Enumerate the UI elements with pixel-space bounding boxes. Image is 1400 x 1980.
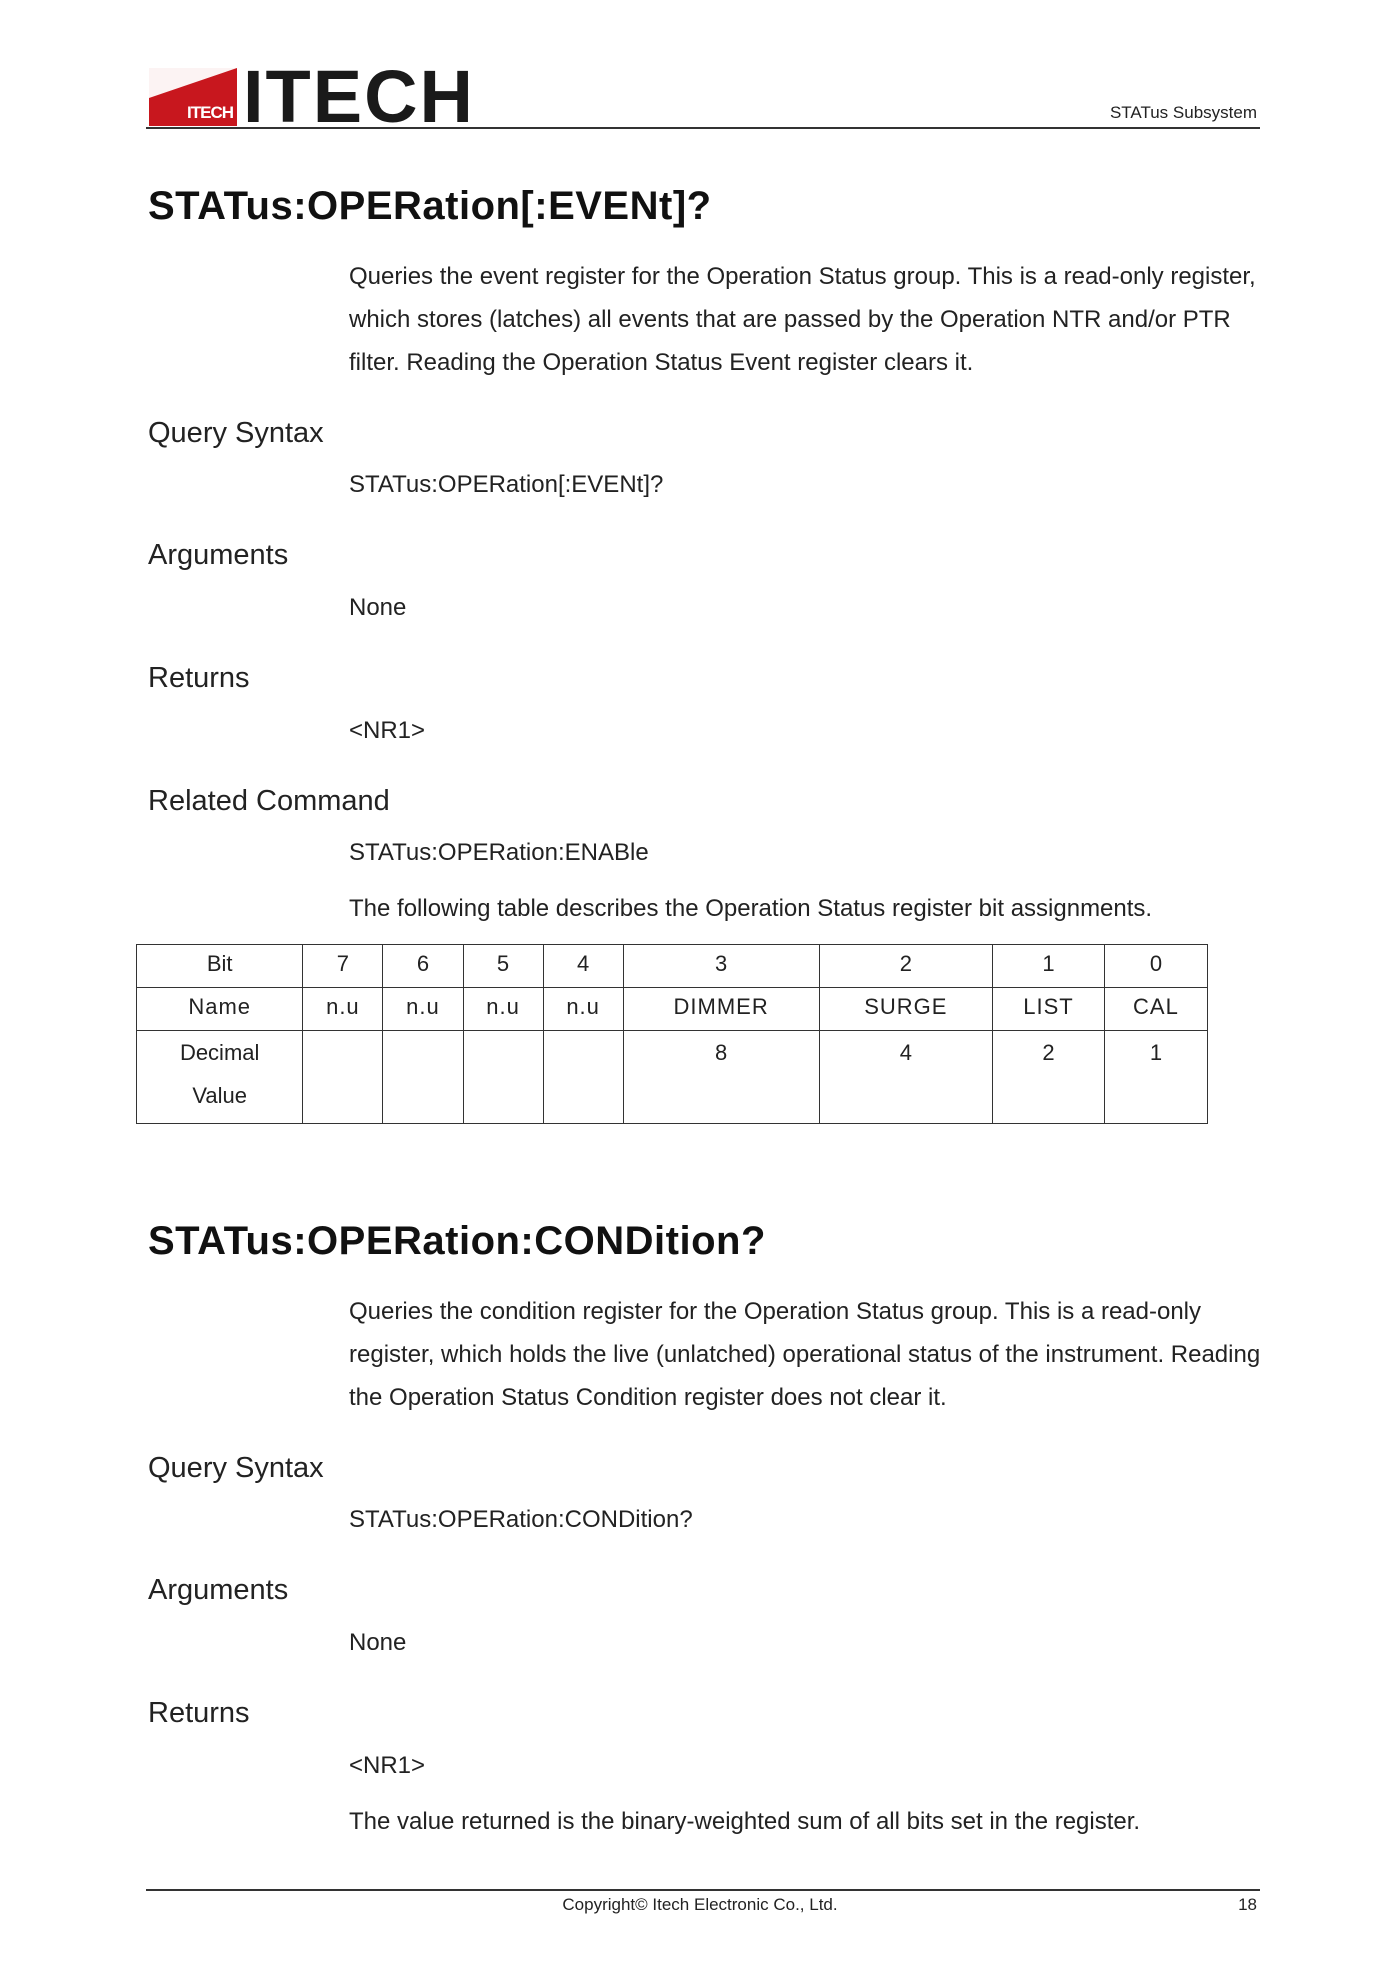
logo-small-text: ITECH	[187, 103, 233, 122]
cmd2-query-syntax-heading: Query Syntax	[148, 1452, 324, 1484]
cmd2-arguments: None	[349, 1629, 407, 1656]
table-cell: Name	[137, 988, 303, 1031]
decimal-label-line1: Decimal	[179, 1040, 260, 1065]
cmd2-arguments-heading: Arguments	[148, 1574, 289, 1606]
table-cell: Bit	[137, 945, 303, 988]
company-logo	[149, 55, 475, 138]
table-row-decimal	[137, 1031, 1208, 1124]
table-cell: n.u	[303, 988, 383, 1031]
table-cell: n.u	[463, 988, 543, 1031]
table-cell: 0	[1104, 945, 1207, 988]
table-cell: 1	[1104, 1031, 1207, 1124]
cmd1-query-syntax: STATus:OPERation[:EVENt]?	[349, 471, 664, 498]
cmd1-related-command: STATus:OPERation:ENABle	[349, 839, 649, 866]
table-cell: LIST	[993, 988, 1105, 1031]
table-cell: CAL	[1104, 988, 1207, 1031]
cmd1-arguments-heading: Arguments	[148, 539, 289, 571]
cmd1-table-intro: The following table describes the Operation Status register bit assignments.	[349, 895, 1153, 922]
table-cell: 3	[623, 945, 819, 988]
table-cell	[303, 1031, 383, 1124]
cmd1-arguments: None	[349, 594, 407, 621]
cmd1-description: Queries the event register for the Operation Status group. This is a read-only register, which stores (latches) all events that are passed by the Operation NTR and/or PTR filter. Reading the Operation Status Event register clears it.	[349, 263, 1256, 376]
logo-text: ITECH	[243, 55, 475, 138]
table-cell: n.u	[383, 988, 463, 1031]
table-cell: 4	[543, 945, 623, 988]
table-cell	[463, 1031, 543, 1124]
page-number: 18	[1238, 1895, 1257, 1914]
table-cell	[543, 1031, 623, 1124]
operation-status-bit-table	[136, 944, 1208, 1124]
cmd2-returns: <NR1>	[349, 1752, 426, 1779]
cmd2-title: STATus:OPERation:CONDition?	[148, 1219, 766, 1263]
header-section-title: STATus Subsystem	[1109, 103, 1257, 122]
table-cell	[383, 1031, 463, 1124]
cmd2-query-syntax: STATus:OPERation:CONDition?	[349, 1506, 693, 1533]
header-divider	[146, 127, 1260, 129]
table-cell: 2	[819, 945, 992, 988]
table-cell-decimal-label	[137, 1031, 303, 1124]
table-cell: 8	[623, 1031, 819, 1124]
decimal-label-line2: Value	[192, 1083, 247, 1108]
table-row-name	[137, 988, 1208, 1031]
table-cell: 2	[993, 1031, 1105, 1124]
table-cell: SURGE	[819, 988, 992, 1031]
cmd1-returns-heading: Returns	[148, 662, 250, 694]
table-cell: DIMMER	[623, 988, 819, 1031]
table-cell: 4	[819, 1031, 992, 1124]
table-cell: 1	[993, 945, 1105, 988]
cmd1-related-heading: Related Command	[148, 785, 390, 817]
logo-mark-icon	[149, 68, 237, 126]
table-cell: n.u	[543, 988, 623, 1031]
footer-copyright: Copyright© Itech Electronic Co., Ltd.	[562, 1895, 838, 1914]
cmd1-query-syntax-heading: Query Syntax	[148, 417, 324, 449]
cmd1-title: STATus:OPERation[:EVENt]?	[148, 184, 712, 228]
footer-divider	[146, 1889, 1260, 1891]
table-cell: 6	[383, 945, 463, 988]
cmd2-returns-heading: Returns	[148, 1697, 250, 1729]
table-row-bit	[137, 945, 1208, 988]
cmd1-returns: <NR1>	[349, 717, 426, 744]
table-cell: 5	[463, 945, 543, 988]
cmd2-description: Queries the condition register for the Operation Status group. This is a read-only register, which holds the live (unlatched) operational status of the instrument. Reading the Operation Status Condition register does not clear it.	[349, 1298, 1261, 1411]
table-cell: 7	[303, 945, 383, 988]
cmd2-returns-note: The value returned is the binary-weighted sum of all bits set in the register.	[349, 1808, 1141, 1835]
